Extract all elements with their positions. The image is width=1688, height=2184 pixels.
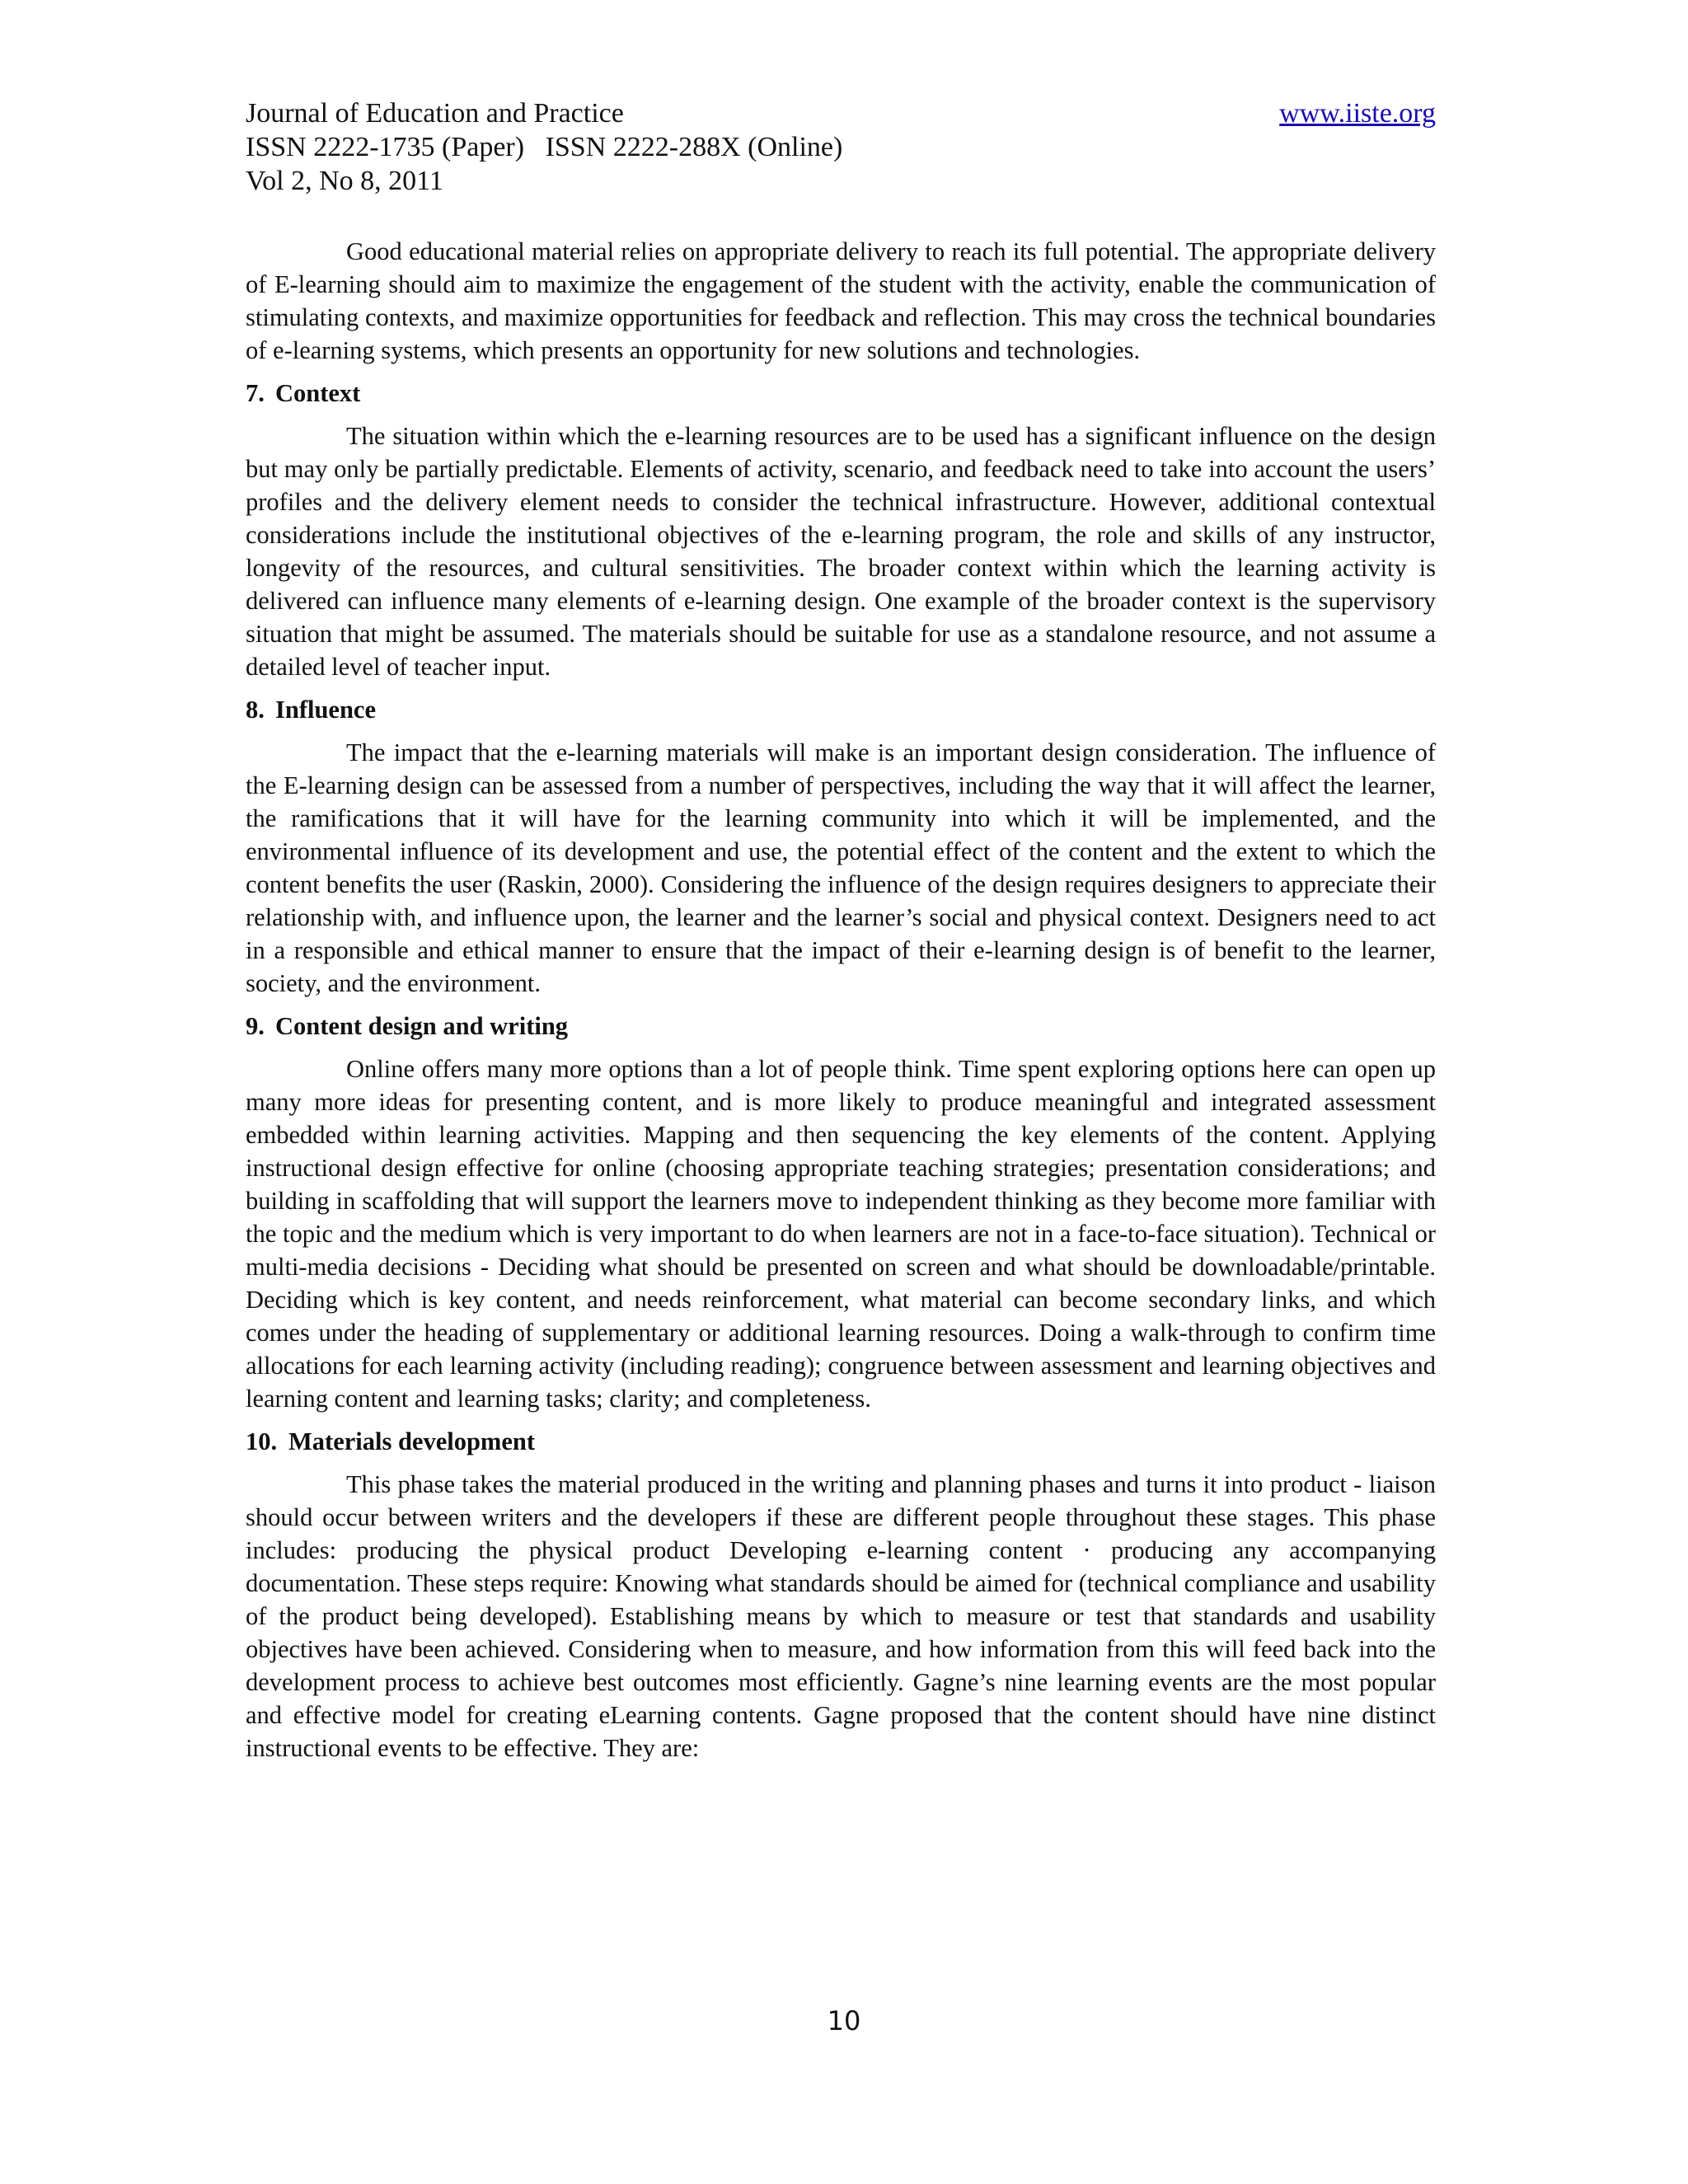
section-number: 8. bbox=[246, 696, 265, 724]
section-heading-influence bbox=[246, 693, 1436, 726]
volume-line: Vol 2, No 8, 2011 bbox=[246, 166, 443, 196]
section-paragraph-content-design: Online offers many more options than a lot of people think. Time spent exploring options here can open up many more ideas for presenting content, and is more likely to produce meaningful and integrated assessment embedded within learning activities. Mapping and then sequencing the key elements of the content. Applying instructional design effective for online (choosing appropriate teaching strategies; presentation considerations; and building in scaffolding that will support the learners move to independent thinking as they become more familiar with the topic and the medium which is very important to do when learners are not in a face-to-face situation). Technical or multi-media decisions - Deciding what should be presented on screen and what should be downloadable/printable. Deciding which is key content, and needs reinforcement, what material can become secondary links, and which comes under the heading of supplementary or additional learning resources. Doing a walk-through to confirm time allocations for each learning activity (including reading); congruence between assessment and learning objectives and learning content and learning tasks; clarity; and completeness. bbox=[246, 1055, 1436, 1413]
section-heading-content-design bbox=[246, 1010, 1436, 1043]
article-body bbox=[246, 235, 1436, 1774]
section-title: Influence bbox=[275, 696, 376, 724]
section-paragraph-context: The situation within which the e-learning resources are to be used has a significant influence on the design but may only be partially predictable. Elements of activity, scenario, and feedback need to take into account the users’ profiles and the delivery element needs to consider the technical infrastructure. However, additional contextual considerations include the institutional objectives of the e-learning program, the role and skills of any instructor, longevity of the resources, and cultural sensitivities. The broader context within which the learning activity is delivered can influence many elements of e-learning design. One example of the broader context is the supervisory situation that might be assumed. The materials should be suitable for use as a standalone resource, and not assume a detailed level of teacher input. bbox=[246, 422, 1436, 681]
section-number: 9. bbox=[246, 1012, 265, 1040]
section-title: Context bbox=[275, 379, 361, 407]
section-paragraph-influence: The impact that the e-learning materials will make is an important design consideration. The influence of the E-learning design can be assessed from a number of perspectives, including the way that it will affect the learner, the ramifications that it will have for the learning community into which it will be implemented, and the environmental influence of its development and use, the potential effect of the content and the extent to which the content benefits the user (Raskin, 2000). Considering the influence of the design requires designers to appreciate their relationship with, and influence upon, the learner and the learner’s social and physical context. Designers need to act in a responsible and ethical manner to ensure that the impact of their e-learning design is of benefit to the learner, society, and the environment. bbox=[246, 738, 1436, 997]
section-heading-materials-development bbox=[246, 1425, 1436, 1458]
intro-paragraph: Good educational material relies on appropriate delivery to reach its full potential. The appropriate delivery of E-learning should aim to maximize the engagement of the student with the activity, enable the communication of stimulating contexts, and maximize opportunities for feedback and reflection. This may cross the technical boundaries of e-learning systems, which presents an opportunity for new solutions and technologies. bbox=[246, 237, 1436, 364]
page-number: 10 bbox=[827, 2005, 861, 2036]
section-title: Materials development bbox=[288, 1427, 535, 1455]
journal-header bbox=[246, 96, 1436, 198]
section-heading-context bbox=[246, 377, 1436, 410]
journal-title: Journal of Education and Practice bbox=[246, 98, 624, 129]
issn-line: ISSN 2222-1735 (Paper) ISSN 2222-288X (Online) bbox=[246, 132, 843, 162]
header-top-row bbox=[246, 96, 1436, 130]
website-link[interactable]: www.iiste.org bbox=[1279, 98, 1436, 129]
section-title: Content design and writing bbox=[275, 1012, 569, 1040]
section-number: 7. bbox=[246, 379, 265, 407]
section-number: 10. bbox=[246, 1427, 278, 1455]
section-paragraph-materials-development: This phase takes the material produced in the writing and planning phases and turns it into product - liaison should occur between writers and the developers if these are different people throughout these stages. This phase includes: producing the physical product Developing e-learning content · producing any accompanying documentation. These steps require: Knowing what standards should be aimed for (technical compliance and usability of the product being developed). Establishing means by which to measure or test that standards and usability objectives have been achieved. Considering when to measure, and how information from this will feed back into the development process to achieve best outcomes most efficiently. Gagne’s nine learning events are the most popular and effective model for creating eLearning contents. Gagne proposed that the content should have nine distinct instructional events to be effective. They are: bbox=[246, 1470, 1436, 1762]
